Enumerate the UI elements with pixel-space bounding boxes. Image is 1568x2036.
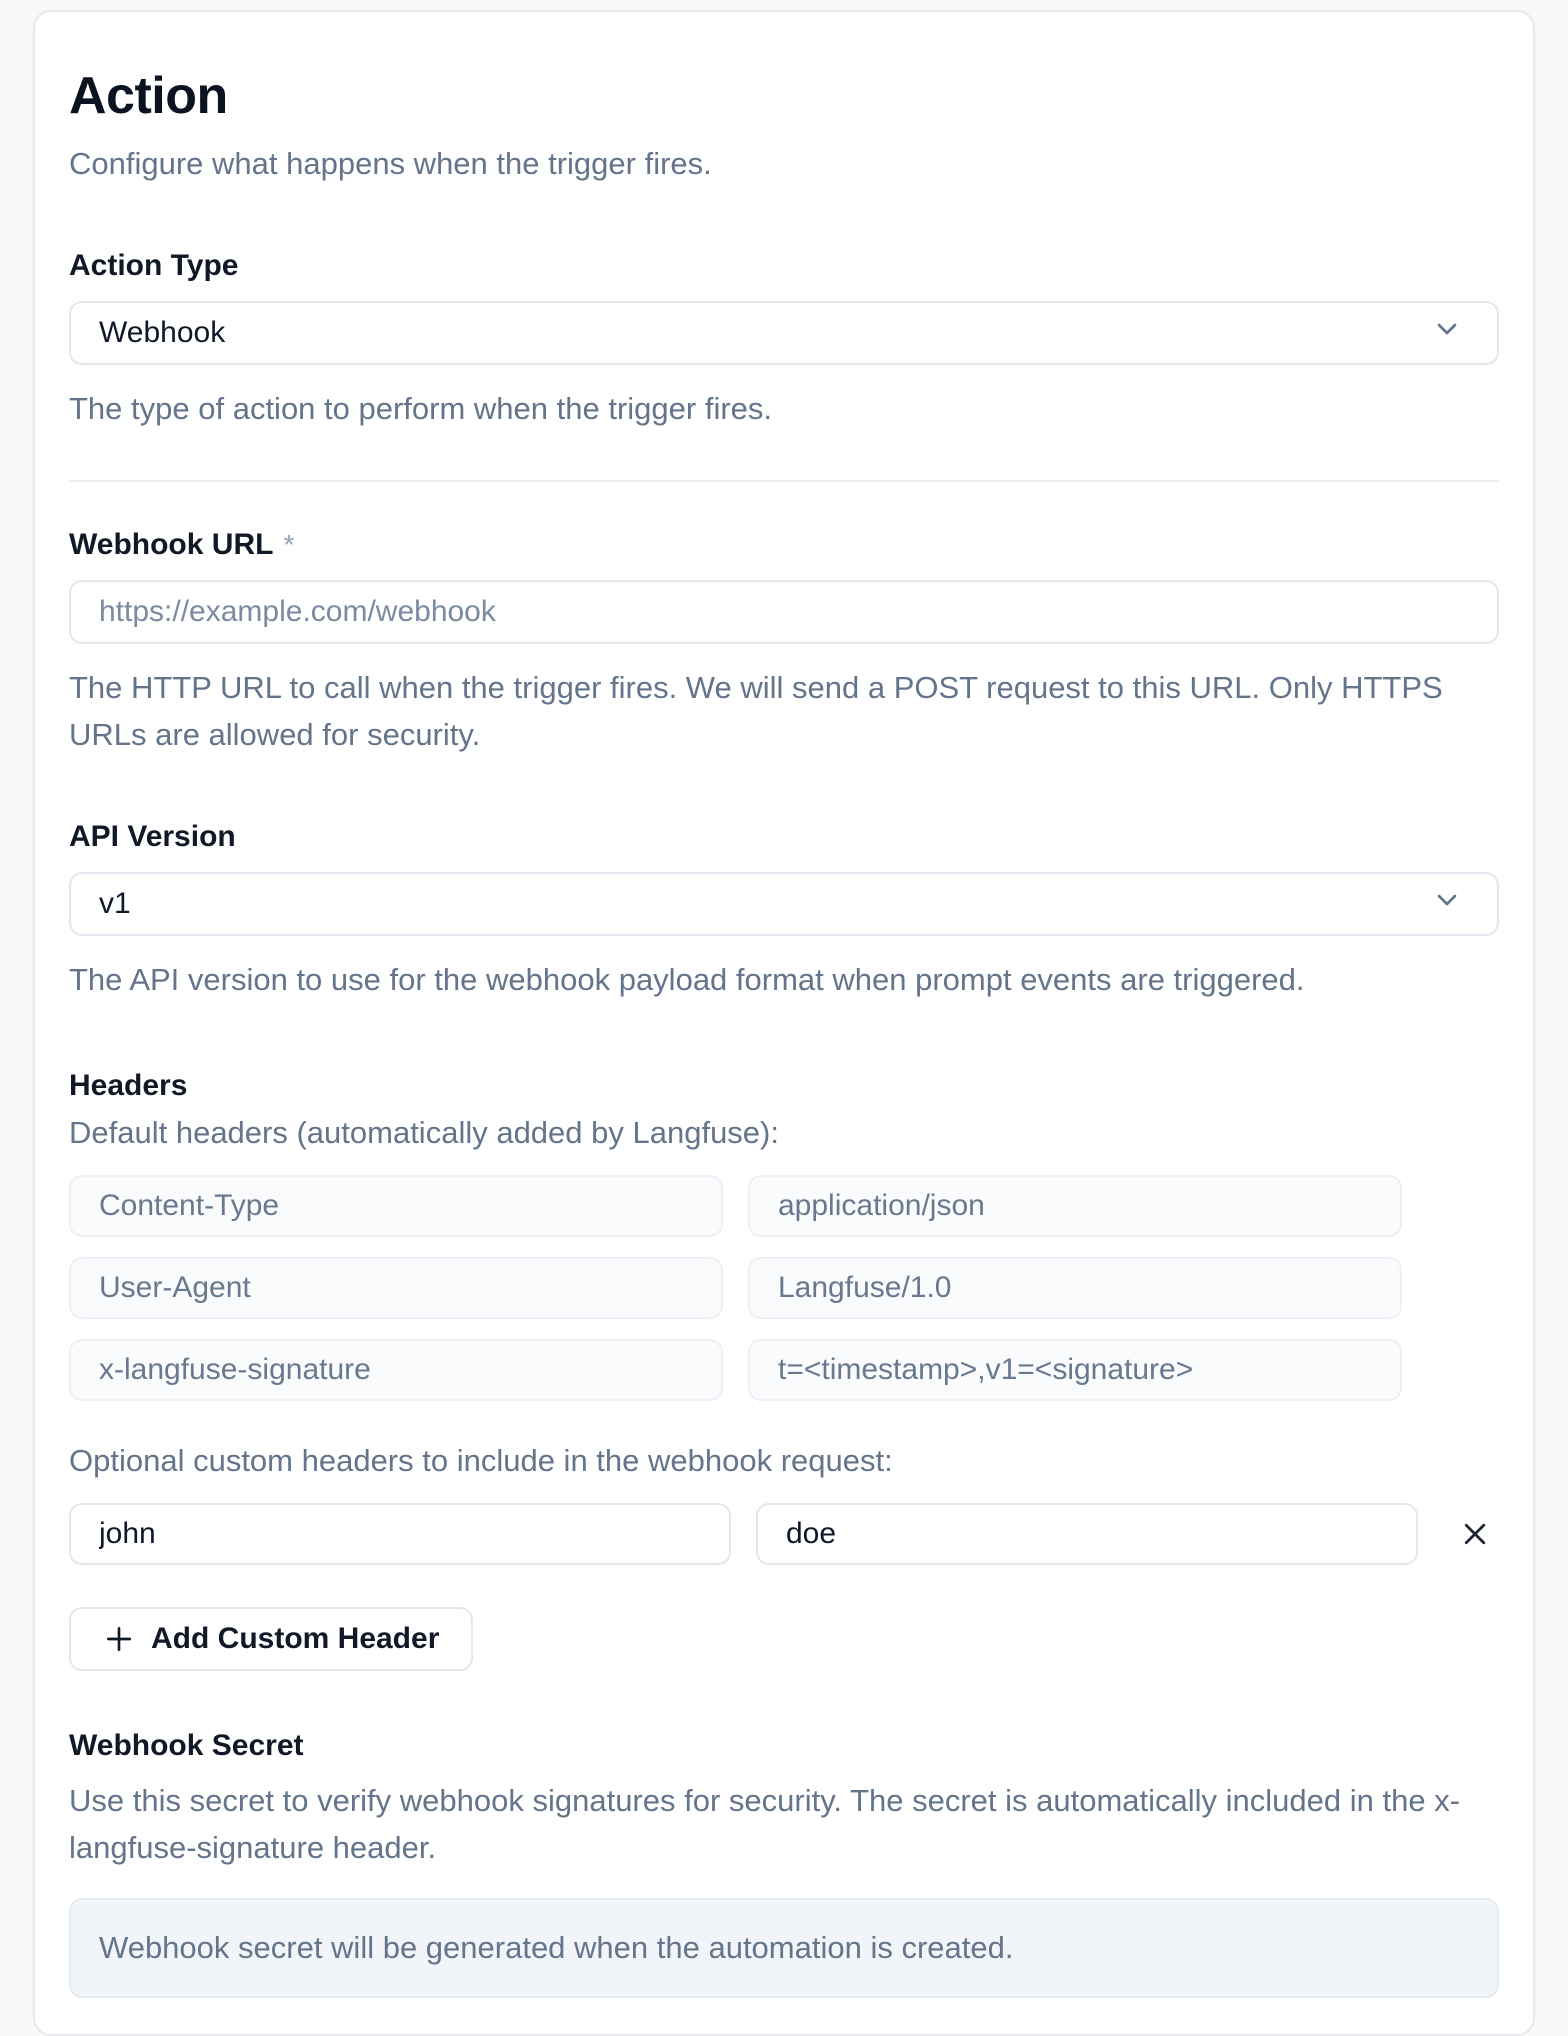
action-type-selected-value: Webhook [99,315,226,349]
webhook-secret-notice: Webhook secret will be generated when the automation is created. [69,1898,1499,1998]
plus-icon [103,1623,135,1655]
api-version-label: API Version [69,820,236,854]
add-custom-header-button[interactable] [69,1607,473,1671]
header-key-field [69,1339,723,1401]
webhook-url-label-text: Webhook URL [69,528,274,562]
default-header-row [69,1257,1402,1319]
required-asterisk: * [283,529,295,561]
api-version-help: The API version to use for the webhook payload format when prompt events are triggered. [69,962,1305,998]
default-header-row [69,1175,1402,1237]
header-key-field [69,1257,723,1319]
custom-header-key-input[interactable] [69,1503,731,1565]
custom-headers-list [69,1503,1499,1565]
header-value-field [748,1339,1402,1401]
section-divider [69,480,1499,482]
page-subtitle: Configure what happens when the trigger fires. [69,146,712,181]
add-custom-header-label: Add Custom Header [151,1622,440,1656]
header-value-field [748,1257,1402,1319]
action-type-select[interactable] [69,301,1499,365]
chevron-down-icon [1431,884,1463,924]
default-headers-caption: Default headers (automatically added by Langfuse): [69,1115,779,1151]
action-type-help: The type of action to perform when the trigger fires. [69,390,773,426]
custom-header-row [69,1503,1499,1565]
headers-label: Headers [69,1069,188,1103]
default-header-row [69,1339,1402,1401]
default-headers-list [69,1175,1499,1401]
webhook-secret-label: Webhook Secret [69,1729,304,1763]
webhook-secret-description: Use this secret to verify webhook signatures for security. The secret is automatically included in the x-langfuse-signature header. [69,1783,1461,1866]
api-version-selected-value: v1 [99,887,131,921]
webhook-url-help: The HTTP URL to call when the trigger fires. We will send a POST request to this URL. Only HTTPS URLs are allowed for security. [69,670,1443,753]
remove-header-button[interactable] [1451,1503,1499,1565]
header-key-field [69,1175,723,1237]
custom-headers-caption: Optional custom headers to include in the webhook request: [69,1443,893,1479]
action-type-label: Action Type [69,248,239,282]
custom-header-value-input[interactable] [756,1503,1418,1565]
webhook-url-input[interactable] [69,580,1499,644]
close-icon [1460,1519,1490,1549]
action-card [33,10,1535,2036]
webhook-url-label [69,528,1499,562]
chevron-down-icon [1431,313,1463,353]
page-title: Action [69,67,228,125]
header-value-field [748,1175,1402,1237]
api-version-select[interactable] [69,872,1499,936]
